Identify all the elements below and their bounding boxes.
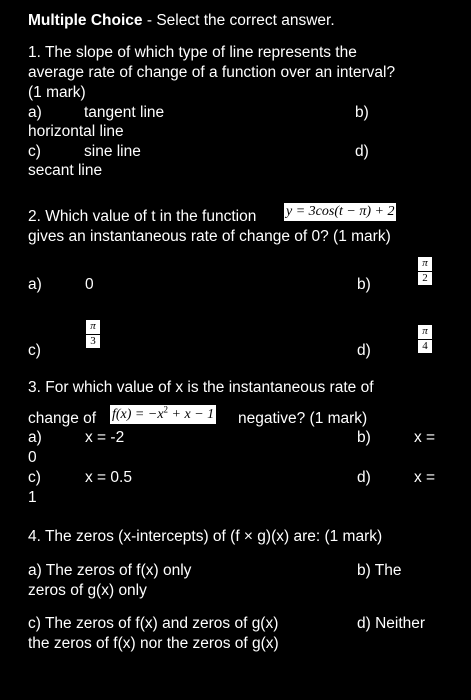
q1-line-1: 1. The slope of which type of line represents the xyxy=(28,44,357,61)
q2-option-a-label: a) xyxy=(28,276,42,293)
q1-option-a-label: a) xyxy=(28,104,42,121)
q2-option-d-fraction xyxy=(418,325,432,353)
q1-option-d-label: d) xyxy=(355,143,369,160)
q2-option-d-denominator: 4 xyxy=(422,340,428,352)
q1-option-c-text: sine line xyxy=(84,143,141,160)
q4-option-c-line-2: the zeros of f(x) nor the zeros of g(x) xyxy=(28,635,279,652)
q3-option-a-text: x = -2 xyxy=(85,429,125,446)
q1-line-2: average rate of change of a function over an interval? xyxy=(28,64,396,81)
q4-option-a-line-1: a) The zeros of f(x) only xyxy=(28,562,192,579)
q3-option-b-wrap: 0 xyxy=(28,449,37,466)
q2-option-a-value: 0 xyxy=(85,276,94,293)
q2-equation xyxy=(284,203,396,221)
q2-option-b-label: b) xyxy=(357,276,371,293)
q2-option-b-denominator: 2 xyxy=(422,272,428,284)
q3-option-c-label: c) xyxy=(28,469,41,486)
q3-line-1: 3. For which value of x is the instantaneous rate of xyxy=(28,379,374,396)
q3-option-b-label: b) xyxy=(357,429,371,446)
q2-option-c-numerator: π xyxy=(86,320,100,335)
q2-line-1: 2. Which value of t in the function xyxy=(28,208,257,225)
q4-option-c-line-1: c) The zeros of f(x) and zeros of g(x) xyxy=(28,615,279,632)
q1-option-d-text: secant line xyxy=(28,162,103,179)
instructions-header xyxy=(28,11,335,31)
q2-line-2: gives an instantaneous rate of change of 0? (1 mark) xyxy=(28,228,391,245)
header-title: Multiple Choice xyxy=(28,12,143,29)
q3-option-d-wrap: 1 xyxy=(28,489,37,506)
q4-option-b-text: b) The xyxy=(357,562,402,579)
q1-option-c-label: c) xyxy=(28,143,41,160)
q3-line-2-post: negative? (1 mark) xyxy=(238,410,368,427)
q1-option-b-text: horizontal line xyxy=(28,123,124,140)
q3-option-b-text: x = xyxy=(414,429,436,446)
q3-option-d-label: d) xyxy=(357,469,371,486)
q1-option-a-text: tangent line xyxy=(84,104,165,121)
q3-equation-rhs: + x − 1 xyxy=(168,407,215,422)
q2-option-d-label: d) xyxy=(357,342,371,359)
q2-equation-text: y = 3cos(t − π) + 2 xyxy=(286,204,395,219)
q3-option-c-text: x = 0.5 xyxy=(85,469,132,486)
header-subtitle: - Select the correct answer. xyxy=(142,12,335,29)
q1-line-3: (1 mark) xyxy=(28,84,86,101)
q3-option-a-label: a) xyxy=(28,429,42,446)
q4-option-a-line-2: zeros of g(x) only xyxy=(28,582,147,599)
q2-option-c-fraction xyxy=(86,320,100,348)
q2-option-b-fraction xyxy=(418,257,432,285)
q3-equation-exponent: 2 xyxy=(163,404,169,415)
q4-line-1: 4. The zeros (x-intercepts) of (f × g)(x) are: (1 mark) xyxy=(28,528,383,545)
q2-option-c-label: c) xyxy=(28,342,41,359)
q2-option-d-numerator: π xyxy=(418,325,432,340)
q3-equation-lhs: f(x) = −x xyxy=(112,407,164,422)
q4-option-d-text: d) Neither xyxy=(357,615,426,632)
q3-option-d-text: x = xyxy=(414,469,436,486)
q1-option-b-label: b) xyxy=(355,104,369,121)
q3-line-2-pre: change of xyxy=(28,410,97,427)
q3-equation xyxy=(110,405,216,424)
q2-option-c-denominator: 3 xyxy=(90,335,96,347)
q2-option-b-numerator: π xyxy=(418,257,432,272)
